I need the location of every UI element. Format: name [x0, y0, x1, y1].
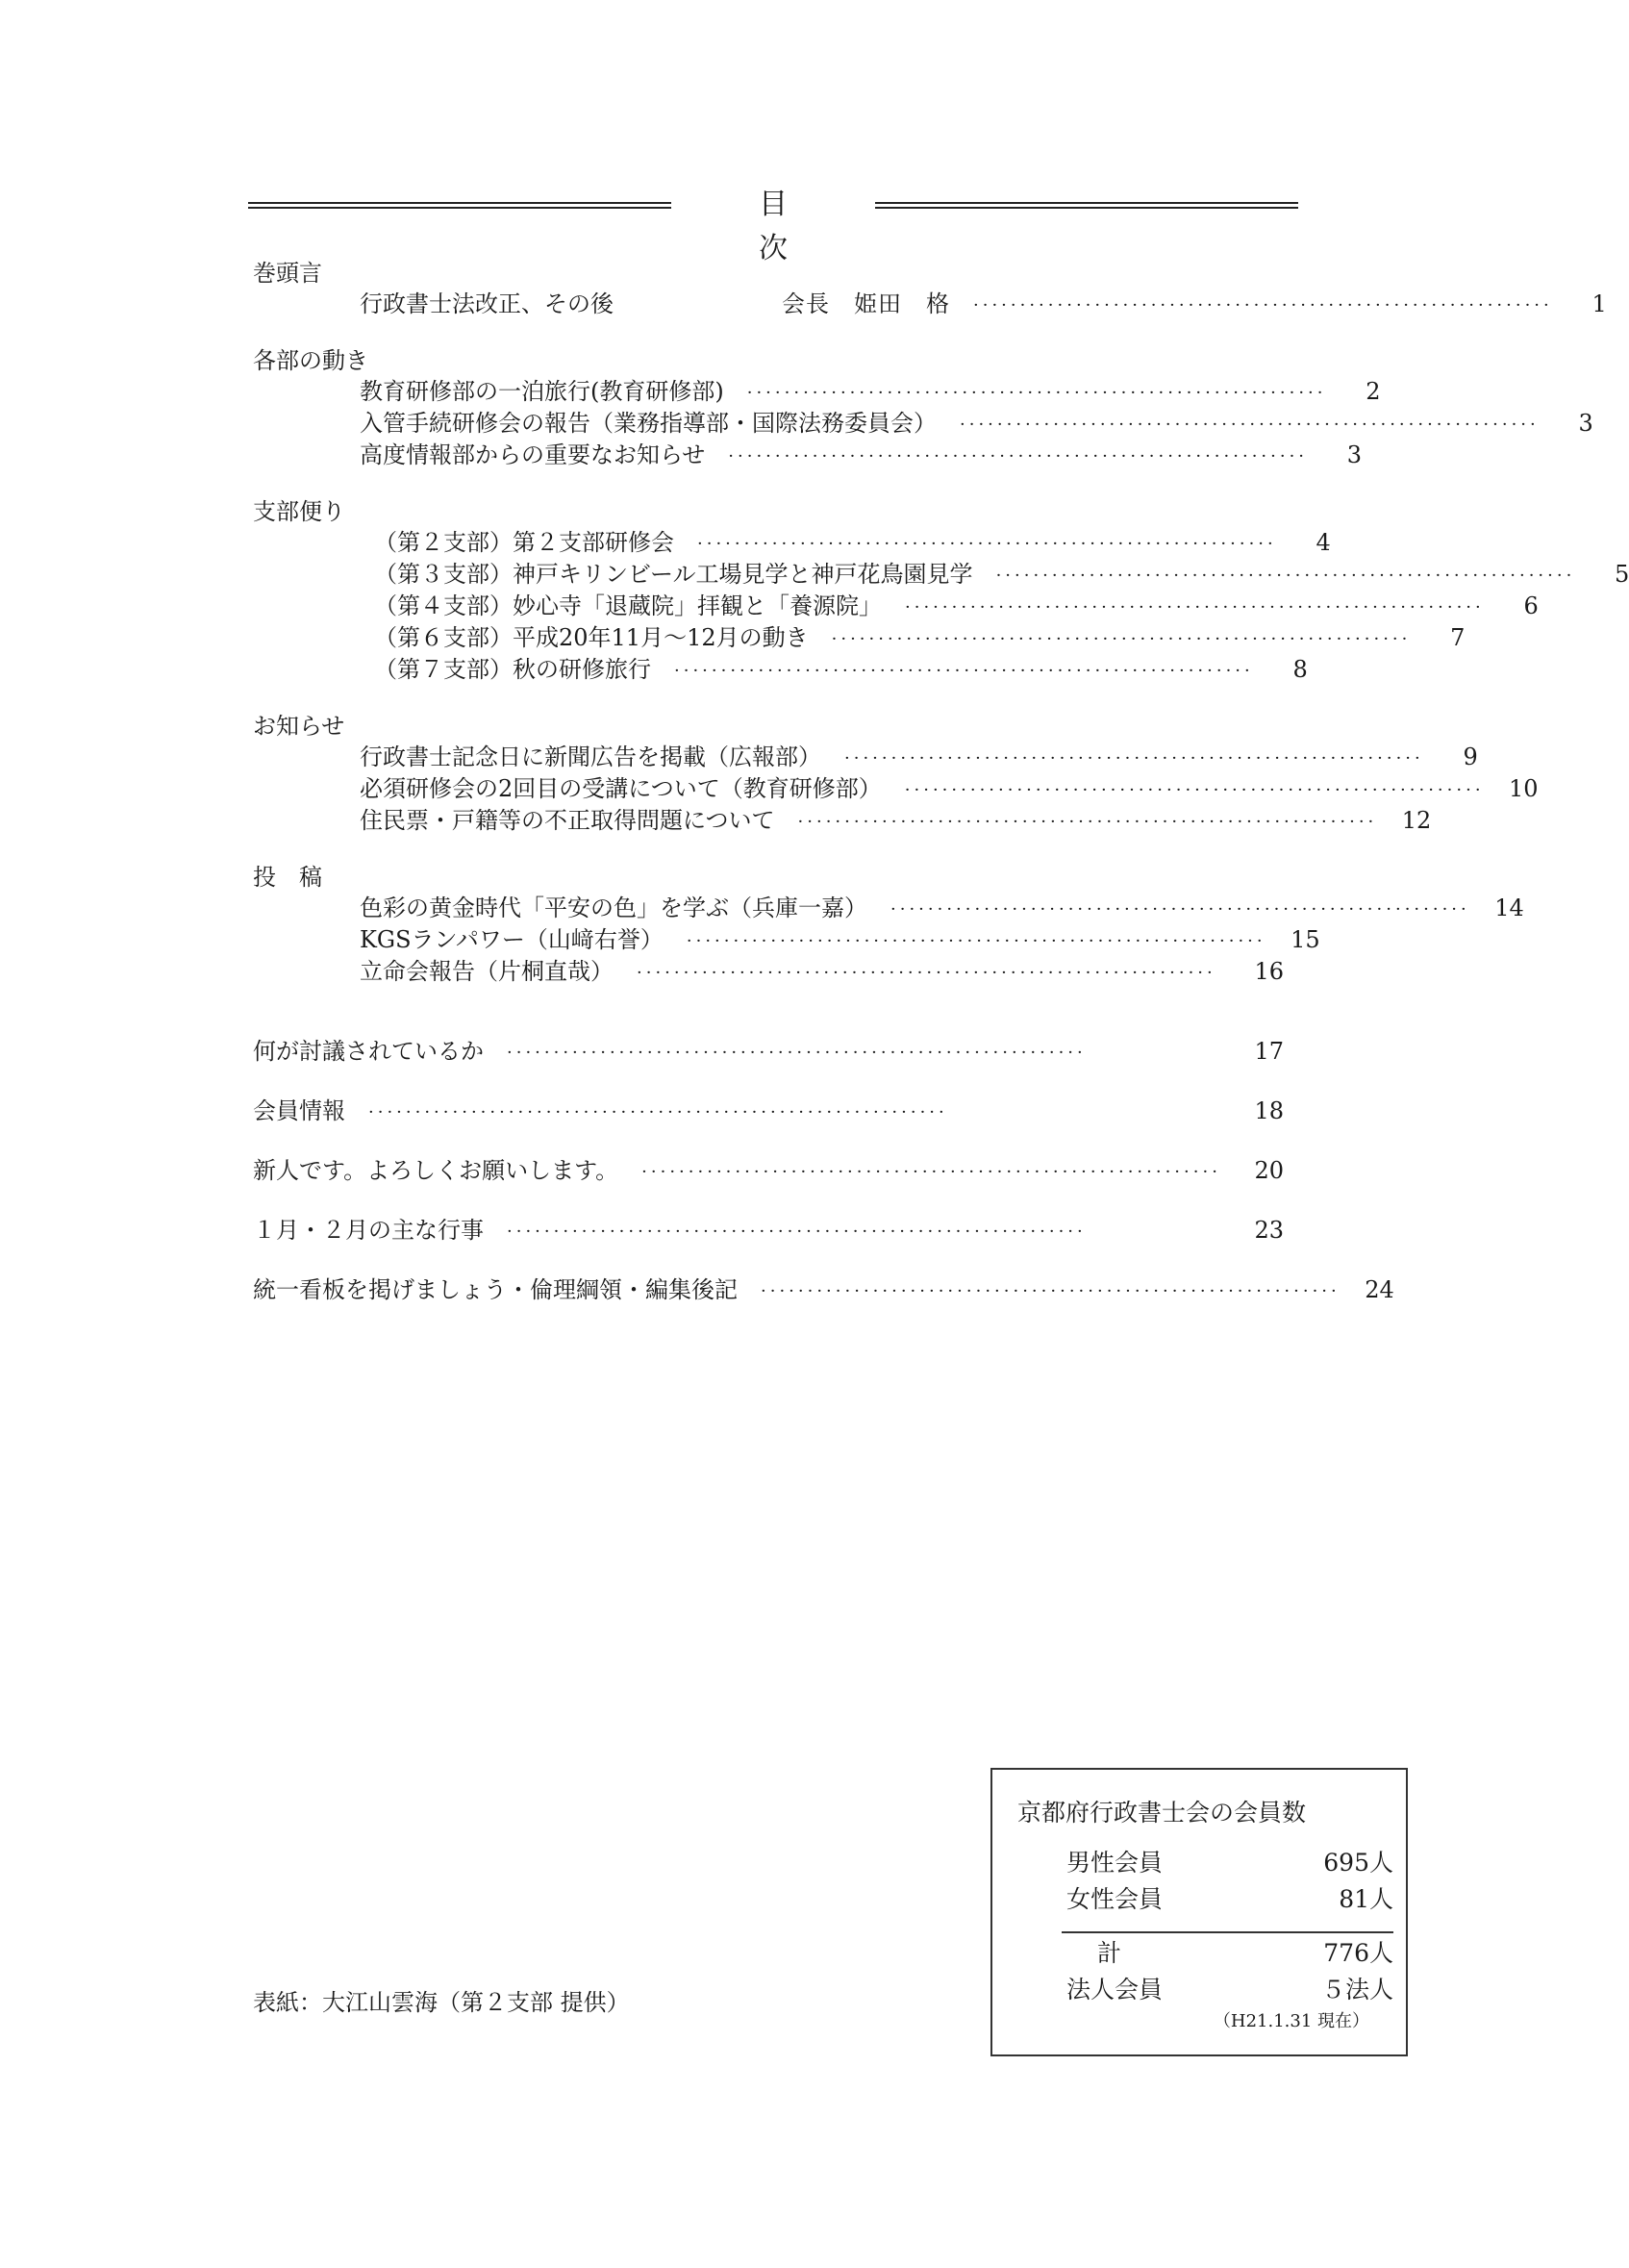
toc-entry	[253, 1215, 1284, 1247]
toc-entry-label: （第２支部）第２支部研修会	[374, 529, 674, 556]
toc-section-heading: 各部の動き	[253, 347, 368, 374]
toc-leader-dots: ······························································	[507, 1043, 1087, 1063]
toc-entry	[253, 1096, 1284, 1127]
toc-section	[253, 711, 1539, 837]
toc-entry-page: 1	[1591, 290, 1607, 317]
toc-entry-author: 会長 姫田 格	[782, 290, 950, 317]
toc-leader-dots: ······························································	[674, 661, 1254, 681]
toc-entry-label: 新人です。よろしくお願いします。	[253, 1157, 619, 1184]
toc-section	[253, 258, 1607, 320]
toc-entry-page: 23	[1254, 1217, 1284, 1244]
toc-leader-dots: ······························································	[797, 812, 1378, 832]
toc-entry-label: 必須研修会の2回目の受講について（教育研修部）	[360, 775, 882, 802]
cover-caption: 表紙：大江山雲海（第２支部 提供）	[253, 1989, 630, 2016]
corp-members-row	[1066, 1974, 1393, 2006]
toc-entry	[253, 1036, 1284, 1068]
toc-entry-label: （第７支部）秋の研修旅行	[374, 656, 651, 683]
toc-entry-page: 3	[1578, 410, 1593, 437]
toc-entry-label: 色彩の黄金時代「平安の色」を学ぶ（兵庫一嘉）	[360, 895, 867, 921]
corp-members-label: 法人会員	[1066, 1976, 1164, 2003]
toc-section-heading: お知らせ	[253, 713, 345, 740]
male-members-value: 695人	[1323, 1849, 1393, 1877]
toc-entry	[253, 742, 1478, 773]
table-of-contents	[253, 258, 1629, 1334]
toc-leader-dots: ······························································	[697, 534, 1277, 554]
toc-entry	[253, 622, 1466, 654]
toc-leader-dots: ······························································	[641, 1162, 1221, 1182]
toc-leader-dots: ······························································	[368, 1102, 948, 1122]
male-members-label: 男性会員	[1066, 1849, 1164, 1877]
toc-leader-dots: ······························································	[890, 899, 1470, 920]
title-rule-right	[875, 202, 1298, 209]
toc-entry-page: 3	[1346, 441, 1363, 468]
toc-entry-page: 18	[1254, 1097, 1284, 1124]
toc-entry	[253, 289, 1607, 320]
toc-entry	[253, 559, 1629, 591]
toc-entry	[253, 376, 1381, 408]
toc-entry-page: 10	[1509, 775, 1539, 802]
toc-section	[253, 345, 1593, 471]
toc-leader-dots: ······························································	[995, 566, 1576, 586]
title-rule-left	[248, 202, 671, 209]
toc-leader-dots: ······························································	[831, 629, 1412, 649]
toc-entry-label: KGSランパワー（山﨑右誉）	[360, 926, 664, 953]
toc-entry	[253, 1274, 1394, 1306]
toc-leader-dots: ······························································	[904, 780, 1485, 800]
toc-leader-dots: ······························································	[746, 383, 1327, 403]
toc-entry-page: 20	[1254, 1157, 1284, 1184]
toc-leader-dots: ······························································	[637, 963, 1216, 983]
male-members-row	[1066, 1847, 1393, 1879]
toc-entry	[253, 773, 1539, 805]
toc-section-heading: 支部便り	[253, 498, 345, 525]
member-box-divider	[1062, 1931, 1393, 1933]
toc-entry-page: 6	[1523, 592, 1539, 619]
member-count-box	[990, 1768, 1408, 2056]
toc-entry	[253, 924, 1320, 956]
toc-leader-dots: ······························································	[973, 295, 1553, 315]
toc-leader-dots: ······························································	[960, 415, 1540, 435]
toc-entry-label: 統一看板を掲げましょう・倫理綱領・編集後記	[253, 1276, 738, 1303]
toc-entry-page: 12	[1401, 807, 1432, 834]
toc-entry	[253, 654, 1308, 686]
member-box-title: 京都府行政書士会の会員数	[1017, 1799, 1307, 1827]
toc-entry-page: 8	[1292, 656, 1308, 683]
toc-entry-page: 9	[1463, 743, 1478, 770]
toc-entry-page: 5	[1615, 561, 1629, 588]
toc-entry-label: 立命会報告（片桐直哉）	[360, 958, 614, 985]
toc-entry-page: 17	[1254, 1038, 1284, 1065]
total-members-row	[1066, 1937, 1393, 1970]
toc-section-heading: 巻頭言	[253, 260, 322, 287]
total-members-label: 計	[1097, 1939, 1122, 1967]
total-members-value: 776人	[1323, 1939, 1393, 1967]
corp-members-value: ５法人	[1320, 1976, 1393, 2003]
toc-entry	[253, 408, 1593, 440]
toc-entry-label: 高度情報部からの重要なお知らせ	[360, 441, 706, 468]
toc-entry	[253, 893, 1524, 924]
toc-entry	[253, 440, 1363, 471]
toc-entry-label: １月・２月の主な行事	[253, 1217, 484, 1244]
toc-leader-dots: ······························································	[686, 931, 1266, 951]
toc-entry-label: 何が討議されているか	[253, 1038, 484, 1065]
toc-entry-label: 行政書士法改正、その後	[360, 290, 614, 317]
female-members-value: 81人	[1339, 1885, 1393, 1913]
toc-entry	[253, 1155, 1284, 1187]
toc-entry-label: （第３支部）神戸キリンビール工場見学と神戸花鳥園見学	[374, 561, 973, 588]
toc-entry-label: 行政書士記念日に新聞広告を掲載（広報部）	[360, 743, 821, 770]
toc-entry-label: 入管手続研修会の報告（業務指導部・国際法務委員会）	[360, 410, 937, 437]
female-members-row	[1066, 1883, 1393, 1916]
toc-entry	[253, 527, 1331, 559]
toc-title: 目 次	[759, 188, 940, 265]
toc-leader-dots: ······························································	[507, 1222, 1087, 1242]
female-members-label: 女性会員	[1066, 1885, 1164, 1913]
toc-leader-dots: ······························································	[905, 597, 1485, 617]
toc-leader-dots: ······························································	[728, 446, 1309, 466]
toc-section-heading: 投 稿	[253, 864, 322, 891]
toc-entry	[253, 591, 1539, 622]
toc-entry-page: 7	[1450, 624, 1466, 651]
toc-entry	[253, 805, 1432, 837]
toc-leader-dots: ······························································	[844, 748, 1424, 769]
member-count-as-of: （H21.1.31 現在）	[1213, 2011, 1369, 2031]
toc-entry-page: 14	[1494, 895, 1524, 921]
toc-entry-label: （第６支部）平成20年11月～12月の動き	[374, 624, 809, 651]
toc-entry-page: 16	[1254, 958, 1284, 985]
toc-leader-dots: ······························································	[761, 1281, 1341, 1301]
toc-title-row	[248, 183, 1298, 265]
toc-entry-page: 15	[1291, 926, 1320, 953]
toc-entry	[253, 956, 1284, 988]
toc-entry-page: 4	[1316, 529, 1331, 556]
toc-section	[253, 496, 1629, 686]
toc-entry-label: 教育研修部の一泊旅行(教育研修部)	[360, 378, 724, 405]
toc-section	[253, 862, 1524, 988]
toc-entry-label: 会員情報	[253, 1097, 345, 1124]
toc-entry-page: 24	[1365, 1276, 1394, 1303]
toc-entry-page: 2	[1366, 378, 1381, 405]
toc-entry-label: 住民票・戸籍等の不正取得問題について	[360, 807, 775, 834]
toc-entry-label: （第４支部）妙心寺「退蔵院」拝観と「養源院」	[374, 592, 882, 619]
